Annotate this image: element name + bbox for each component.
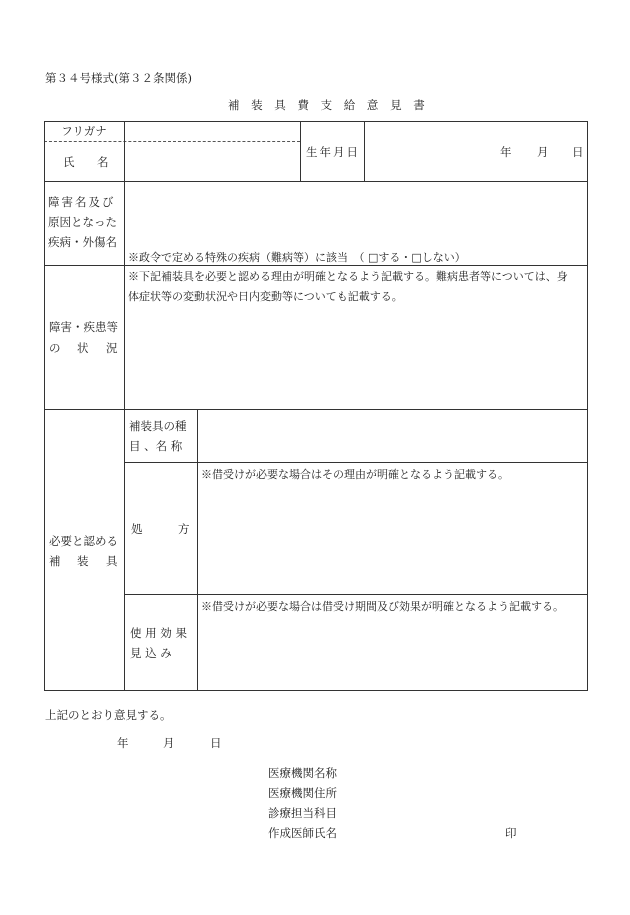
institution-address-label: 医療機関住所 (268, 786, 337, 800)
institution-name-label: 医療機関名称 (268, 766, 337, 780)
disability-label-1: 障害名及び (48, 195, 116, 209)
effect-label-1: 使 用 効 果 (130, 626, 187, 640)
prescription-field[interactable] (198, 484, 587, 593)
date-year: 年 (117, 736, 129, 750)
condition-label-2c: 況 (106, 341, 118, 355)
dob-month: 月 (537, 145, 549, 159)
name-label-1: 氏 (63, 155, 75, 169)
device-label-2c: 具 (106, 554, 118, 568)
condition-label-2a: の (49, 341, 61, 355)
date-day: 日 (210, 736, 222, 750)
device-label-2a: 補 (49, 554, 61, 568)
name-label-2: 名 (97, 155, 109, 169)
doctor-name-label: 作成医師氏名 (268, 826, 337, 840)
prescription-note: ※借受けが必要な場合はその理由が明確となるよう記載する。 (201, 468, 509, 481)
device-type-label-1: 補装具の種 (129, 419, 187, 433)
device-type-label-2: 目 、名 称 (129, 439, 183, 453)
furigana-field[interactable] (124, 121, 300, 141)
name-field[interactable] (124, 142, 300, 181)
disability-label-3: 疾病・外傷名 (48, 235, 117, 249)
form-number: 第３４号様式(第３２条関係) (45, 71, 192, 85)
condition-label-1: 障害・疾患等 (49, 320, 118, 334)
condition-note-1: ※下記補装具を必要と認める理由が明確となるよう記載する。難病患者等については、身 (128, 270, 568, 283)
furigana-label: フリガナ (61, 124, 107, 138)
statement-text: 上記のとおり意見する。 (45, 708, 172, 722)
disability-label-2: 原因となった (48, 215, 117, 229)
seal-mark: 印 (505, 826, 517, 840)
dob-label: 生年月日 (306, 145, 360, 159)
prescription-label-2: 方 (178, 522, 190, 536)
condition-note-2: 体症状等の変動状況や日内変動等についても記載する。 (128, 290, 403, 303)
condition-field[interactable] (124, 306, 587, 408)
disability-note: ※政令で定める特殊の疾病（難病等）に該当 （ □する・□しない） (128, 251, 466, 264)
device-label-1: 必要と認める (49, 534, 118, 548)
device-type-field[interactable] (198, 410, 587, 462)
form-title: 補 装 具 費 支 給 意 見 書 (228, 98, 429, 112)
dob-day: 日 (572, 145, 584, 159)
effect-field[interactable] (198, 616, 587, 689)
dob-year: 年 (500, 145, 512, 159)
prescription-label-1: 処 (131, 522, 143, 536)
effect-label-2: 見 込 み (130, 646, 172, 660)
effect-note: ※借受けが必要な場合は借受け期間及び効果が明確となるよう記載する。 (201, 600, 564, 613)
department-label: 診療担当科目 (268, 806, 337, 820)
dob-field[interactable] (364, 121, 587, 181)
device-label-2b: 装 (77, 554, 89, 568)
date-month: 月 (163, 736, 175, 750)
condition-label-2b: 状 (77, 341, 89, 355)
disability-field[interactable] (124, 181, 587, 243)
